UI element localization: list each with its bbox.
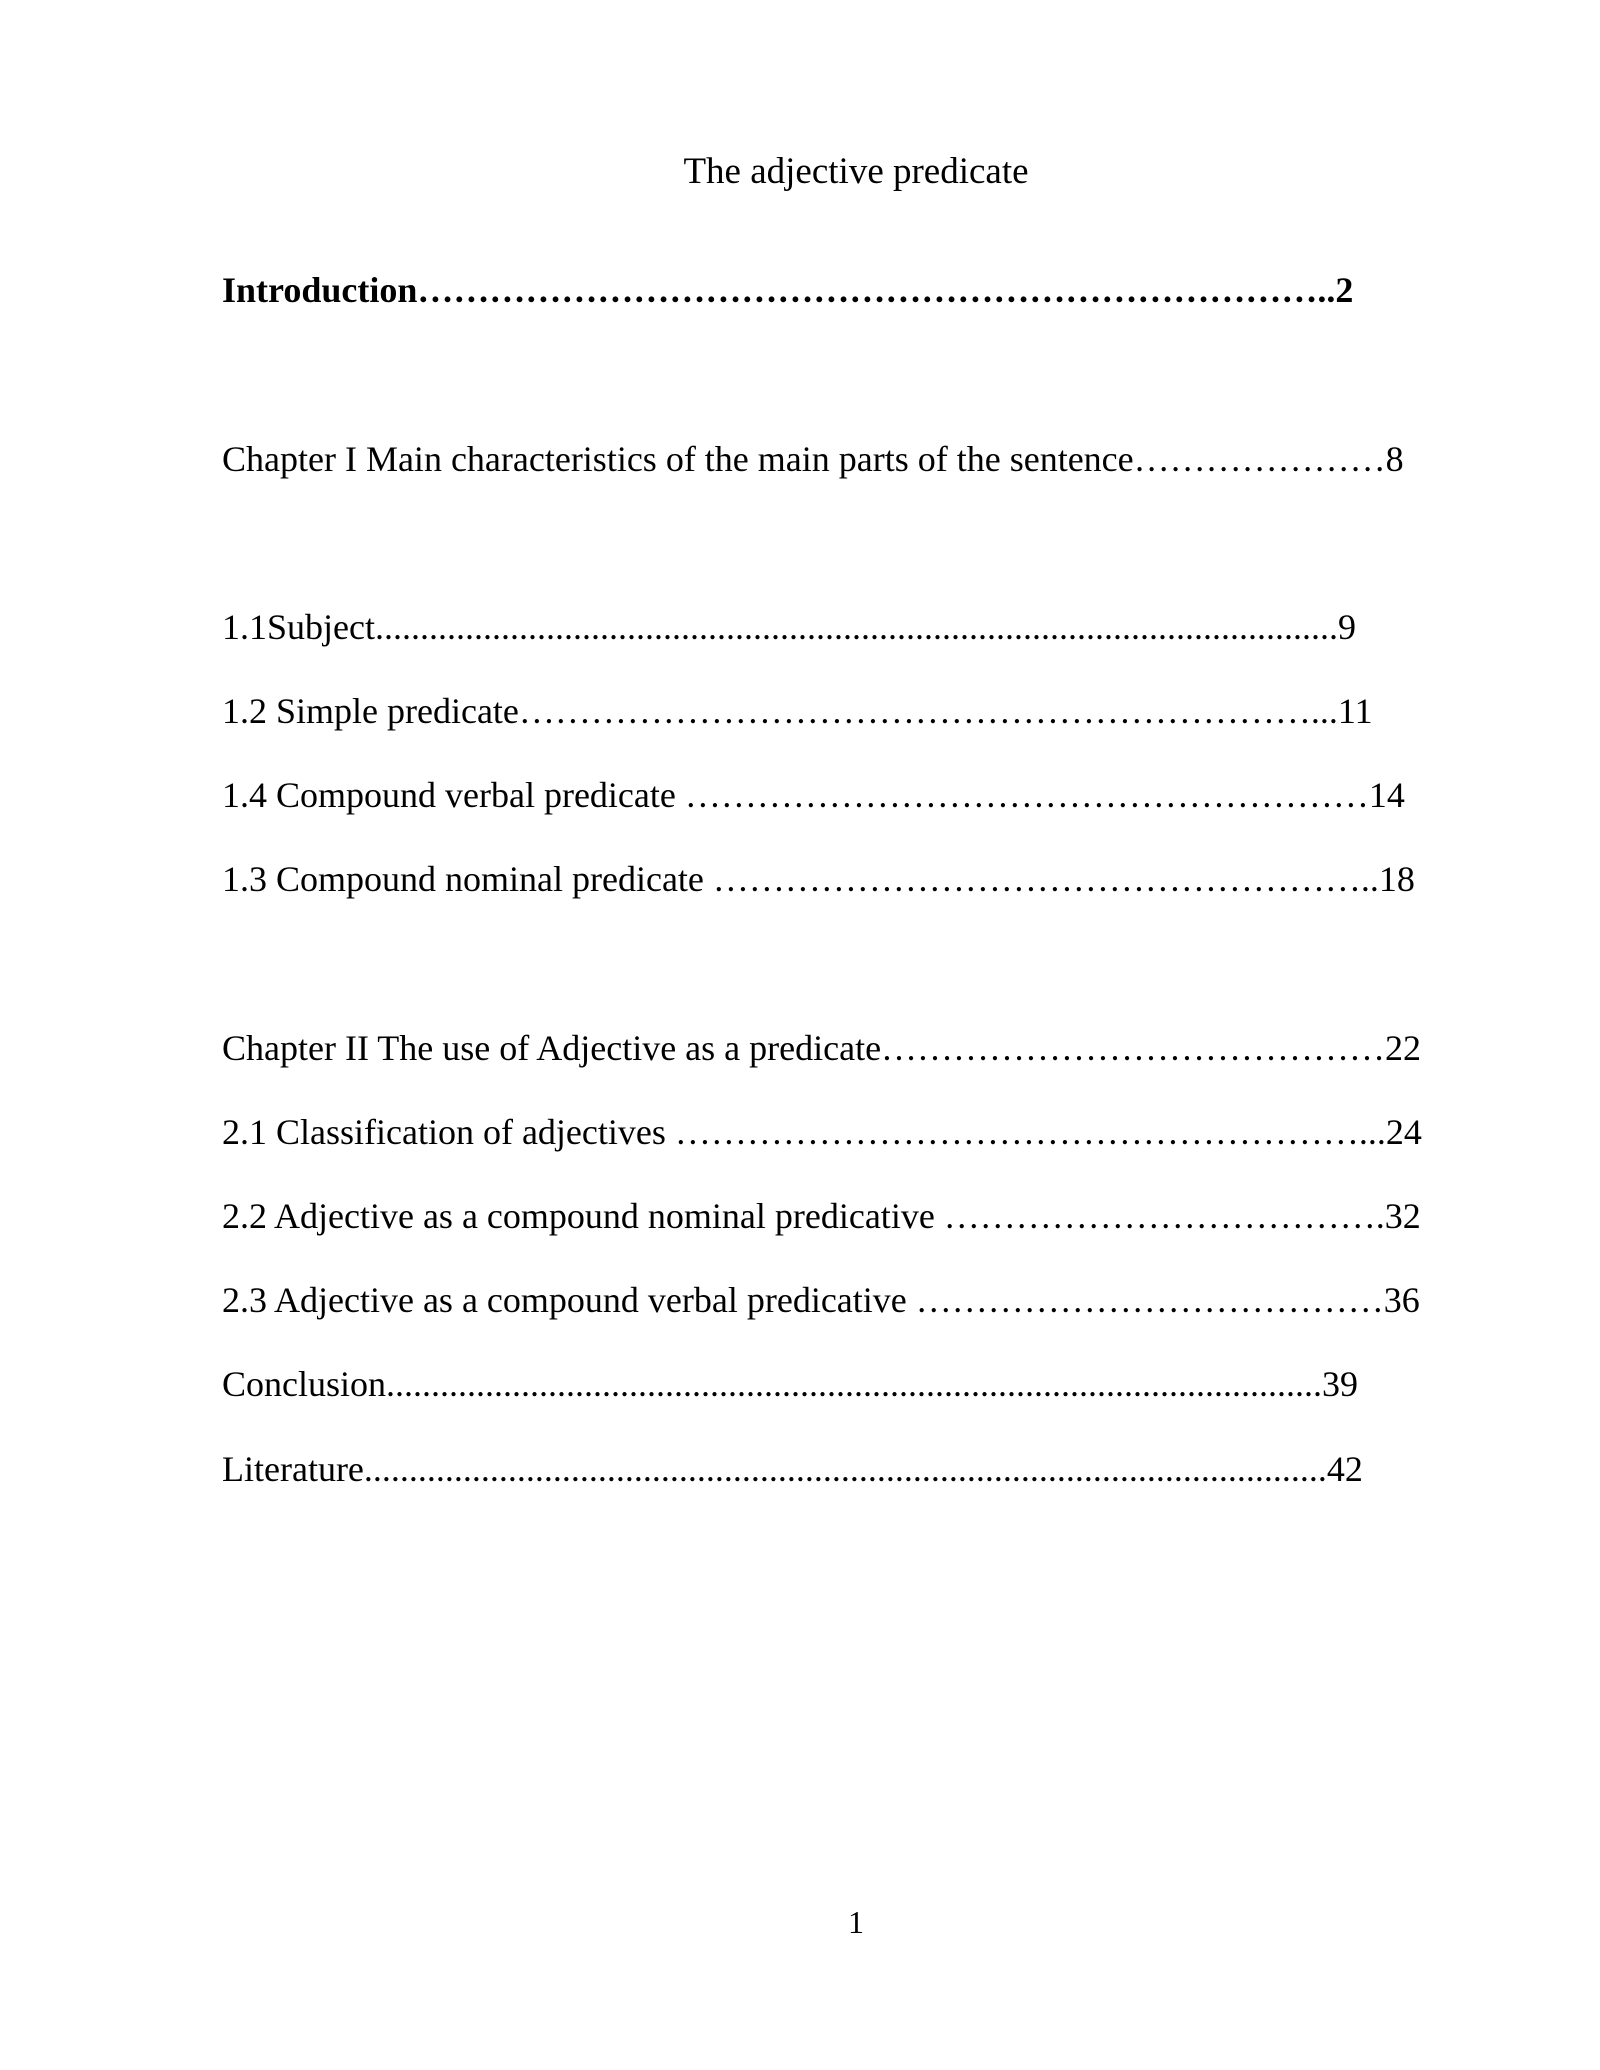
- toc-entry-2-3: 2.3 Adjective as a compound verbal predicative …………………………………36: [222, 1280, 1420, 1320]
- toc-entry-1-4: 1.4 Compound verbal predicate …………………………………………………14: [222, 775, 1405, 815]
- toc-entry-2-1: 2.1 Classification of adjectives …………………………………………………...24: [222, 1112, 1422, 1152]
- toc-entry-2-2: 2.2 Adjective as a compound nominal predicative ……………………………….32: [222, 1196, 1421, 1236]
- toc-entry-chapter-2: Chapter II The use of Adjective as a predicate……………………………………22: [222, 1028, 1422, 1068]
- page-number: 1: [848, 1904, 864, 1940]
- toc-entry-chapter-1: Chapter I Main characteristics of the main parts of the sentence…………………8: [222, 439, 1404, 479]
- toc-entry-1-1: 1.1Subject...........................................................................................................9: [222, 607, 1356, 647]
- toc-entry-literature: Literature...........................................................................................................42: [222, 1449, 1363, 1489]
- toc-entry-conclusion: Conclusion........................................................................................................39: [222, 1364, 1359, 1404]
- document-title: The adjective predicate: [683, 151, 1029, 192]
- toc-entry-1-3: 1.3 Compound nominal predicate ………………………………………………..18: [222, 859, 1415, 899]
- toc-entry-1-2: 1.2 Simple predicate…………………………………………………………...11: [222, 691, 1373, 731]
- toc-entry-introduction: Introduction…………………………………………………………………..2: [222, 270, 1354, 310]
